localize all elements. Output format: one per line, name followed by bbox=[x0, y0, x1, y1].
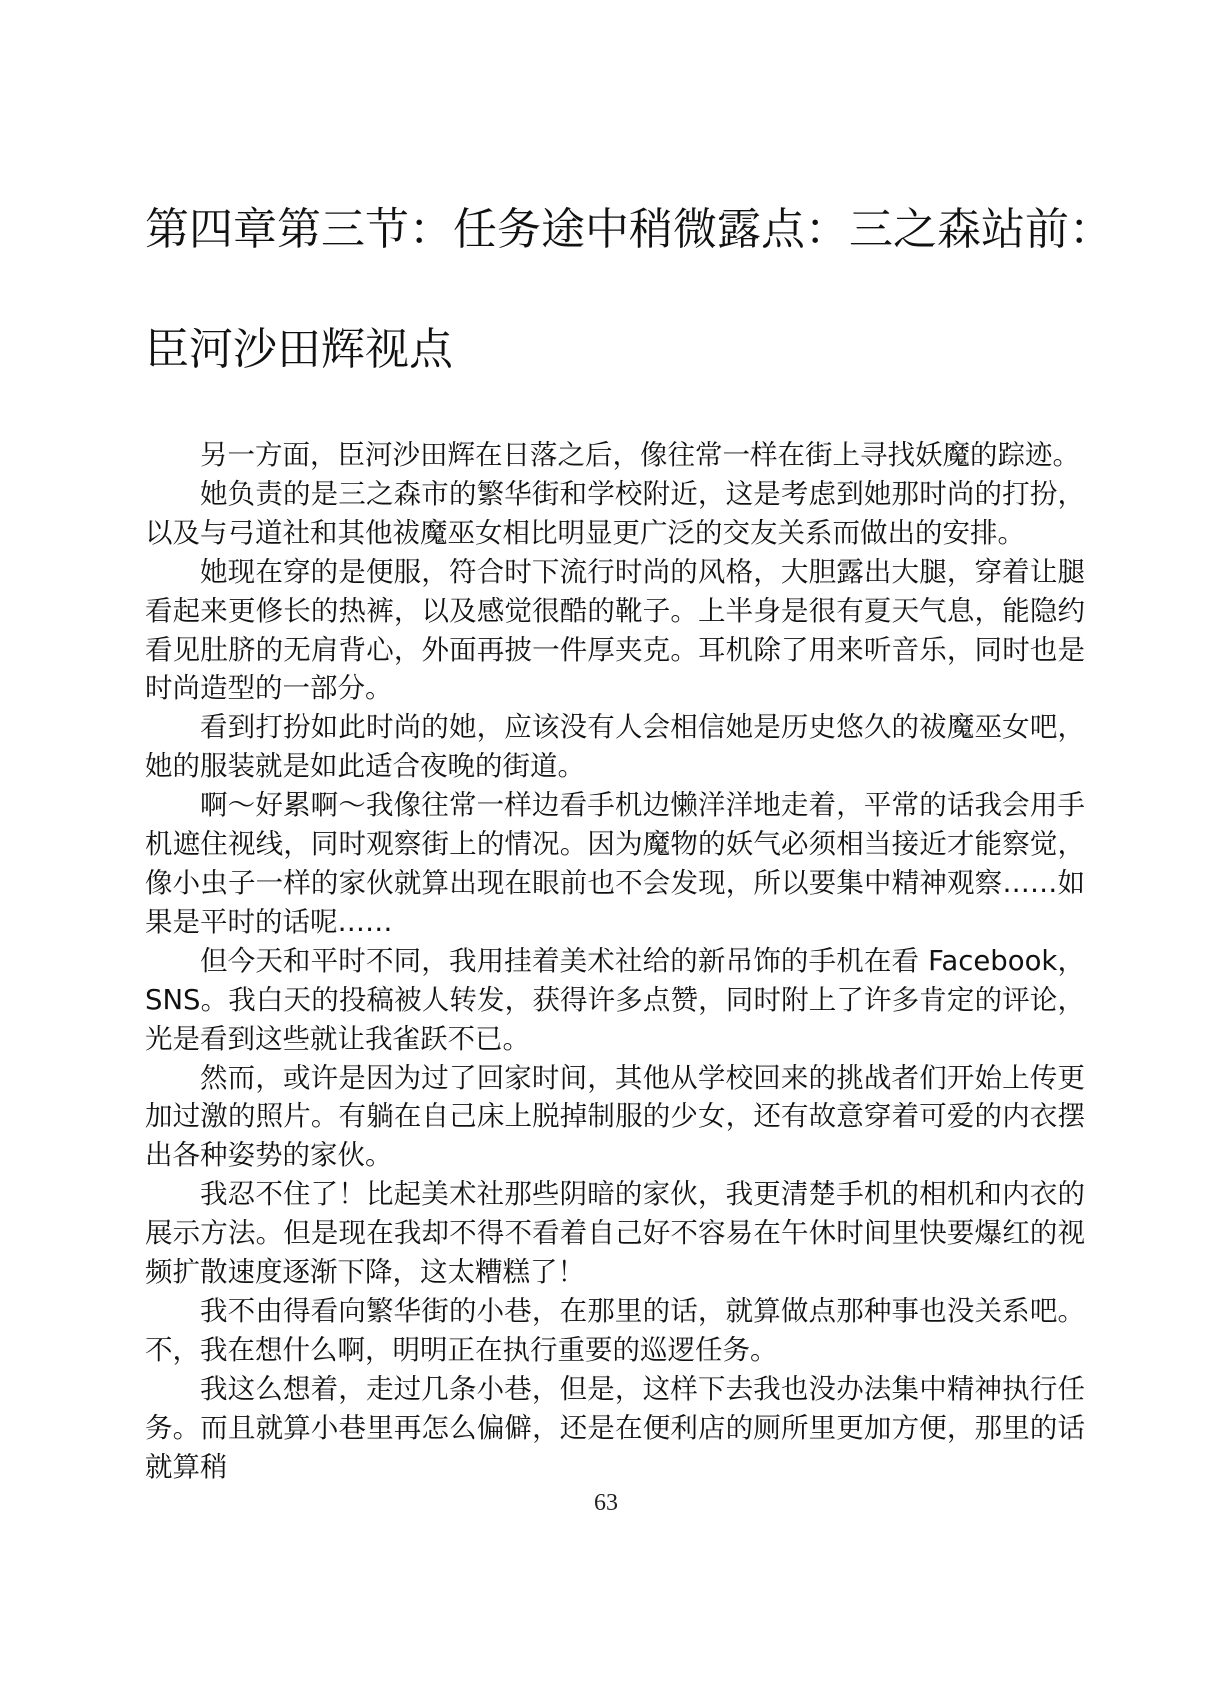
paragraph-10: 我这么想着，走过几条小巷，但是，这样下去我也没办法集中精神执行任务。而且就算小巷里再怎么偏僻，还是在便利店的厕所里更加方便，那里的话就算稍 bbox=[145, 1372, 1085, 1483]
page-number: 63 bbox=[594, 1490, 618, 1516]
paragraph-3: 她现在穿的是便服，符合时下流行时尚的风格，大胆露出大腿，穿着让腿看起来更修长的热裤，以及感觉很酷的靴子。上半身是很有夏天气息，能隐约看见肚脐的无肩背心，外面再披一件厚夹克。耳机除了用来听音乐，同时也是时尚造型的一部分。 bbox=[145, 555, 1085, 705]
paragraph-7: 然而，或许是因为过了回家时间，其他从学校回来的挑战者们开始上传更加过激的照片。有躺在自己床上脱掉制服的少女，还有故意穿着可爱的内衣摆出各种姿势的家伙。 bbox=[145, 1061, 1085, 1172]
paragraph-9: 我不由得看向繁华街的小巷，在那里的话，就算做点那种事也没关系吧。不，我在想什么啊，明明正在执行重要的巡逻任务。 bbox=[145, 1294, 1085, 1366]
chapter-title-line-2: 臣河沙田辉视点 bbox=[145, 324, 453, 375]
paragraph-1: 另一方面，臣河沙田辉在日落之后，像往常一样在街上寻找妖魔的踪迹。 bbox=[200, 439, 1080, 471]
paragraph-4: 看到打扮如此时尚的她，应该没有人会相信她是历史悠久的祓魔巫女吧，她的服装就是如此适合夜晚的街道。 bbox=[145, 711, 1085, 783]
body-text bbox=[145, 436, 1085, 1486]
paragraph-6: 但今天和平时不同，我用挂着美术社给的新吊饰的手机在看 Facebook，SNS。我白天的投稿被人转发，获得许多点赞，同时附上了许多肯定的评论，光是看到这些就让我雀跃不已。 bbox=[145, 944, 1085, 1055]
paragraph-8: 我忍不住了！比起美术社那些阴暗的家伙，我更清楚手机的相机和内衣的展示方法。但是现在我却不得不看着自己好不容易在午休时间里快要爆红的视频扩散速度逐渐下降，这太糟糕了！ bbox=[145, 1178, 1085, 1289]
paragraph-2: 她负责的是三之森市的繁华街和学校附近，这是考虑到她那时尚的打扮，以及与弓道社和其他祓魔巫女相比明显更广泛的交友关系而做出的安排。 bbox=[145, 477, 1085, 549]
chapter-title bbox=[145, 170, 1113, 410]
chapter-title-line-1: 第四章第三节：任务途中稍微露点：三之森站前： bbox=[145, 204, 1113, 255]
paragraph-5: 啊～好累啊～我像往常一样边看手机边懒洋洋地走着，平常的话我会用手机遮住视线，同时观察街上的情况。因为魔物的妖气必须相当接近才能察觉，像小虫子一样的家伙就算出现在眼前也不会发现，所以要集中精神观察……如果是平时的话呢…… bbox=[145, 789, 1085, 938]
